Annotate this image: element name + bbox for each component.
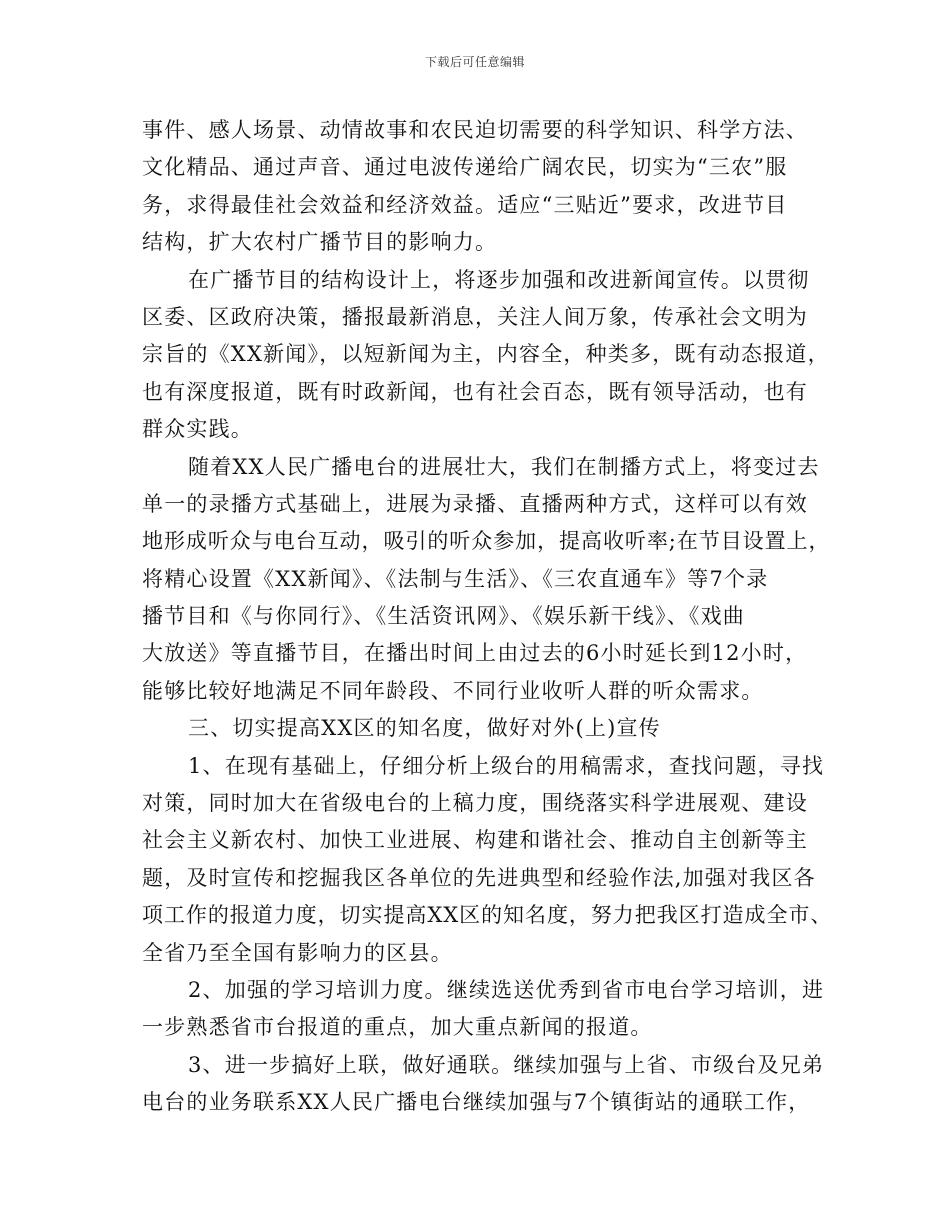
text-line: 务，求得最佳社会效益和经济效益。适应“三贴近”要求，改进节目 [142,192,788,217]
text-line: 对策，同时加大在省级电台的上稿力度，围绕落实科学进展观、建设 [142,791,808,816]
text-line: 一步熟悉省市台报道的重点，加大重点新闻的报道。 [142,1015,653,1040]
paragraph-start-line: 2、加强的学习培训力度。继续选送优秀到省市电台学习培训，进 [188,977,825,1002]
text-line: 电台的业务联系XX人民广播电台继续加强与7个镇街站的通联工作， [142,1090,811,1115]
text-line: 全省乃至全国有影响力的区县。 [142,940,453,965]
text-line: 文化精品、通过声音、通过电波传递给广阔农民，切实为“三农”服 [142,155,788,180]
text-line: 项工作的报道力度，切实提高XX区的知名度，努力把我区打造成全市、 [142,903,833,928]
paragraph-start-line: 在广播节目的结构设计上，将逐步加强和改进新闻宣传。以贯彻 [188,267,810,292]
text-line: 单一的录播方式基础上，进展为录播、直播两种方式，这样可以有效 [142,491,808,516]
text-line: 播节目和《与你同行》、《生活资讯网》、《娱乐新干线》、《戏曲 [142,604,745,629]
text-line: 题，及时宣传和挖掘我区各单位的先进典型和经验作法,加强对我区各 [142,865,816,890]
section-heading: 三、切实提高XX区的知名度，做好对外(上)宣传 [188,716,661,741]
text-line: 宗旨的《XX新闻》，以短新闻为主，内容全，种类多，既有动态报道， [142,342,830,367]
paragraph-start-line: 3、进一步搞好上联，做好通联。继续加强与上省、市级台及兄弟 [188,1052,825,1077]
text-line: 地形成听众与电台互动，吸引的听众参加，提高收听率;在节目设置上， [142,529,831,554]
text-line: 区委、区政府决策，播报最新消息，关注人间万象，传承社会文明为 [142,304,808,329]
text-line: 能够比较好地满足不同年龄段、不同行业收听人群的听众需求。 [142,678,764,703]
text-line: 社会主义新农村、加快工业进展、构建和谐社会、推动自主创新等主 [142,828,808,853]
page-header: 下载后可任意编辑 [424,55,525,69]
text-line: 群众实践。 [142,417,253,442]
paragraph-start-line: 1、在现有基础上，仔细分析上级台的用稿需求，查找问题，寻找 [188,753,825,778]
text-line: 大放送》等直播节目，在播出时间上由过去的6小时延长到12小时， [142,641,808,666]
text-line: 结构，扩大农村广播节目的影响力。 [142,230,498,255]
document-body [142,112,833,1122]
paragraph-start-line: 随着XX人民广播电台的进展壮大，我们在制播方式上，将变过去 [188,454,820,479]
text-line: 也有深度报道，既有时政新闻，也有社会百态，既有领导活动，也有 [142,379,808,404]
text-line: 将精心设置《XX新闻》、《法制与生活》、《三农直通车》等7个录 [142,566,769,591]
text-line: 事件、感人场景、动情故事和农民迫切需要的科学知识、科学方法、 [142,118,808,142]
